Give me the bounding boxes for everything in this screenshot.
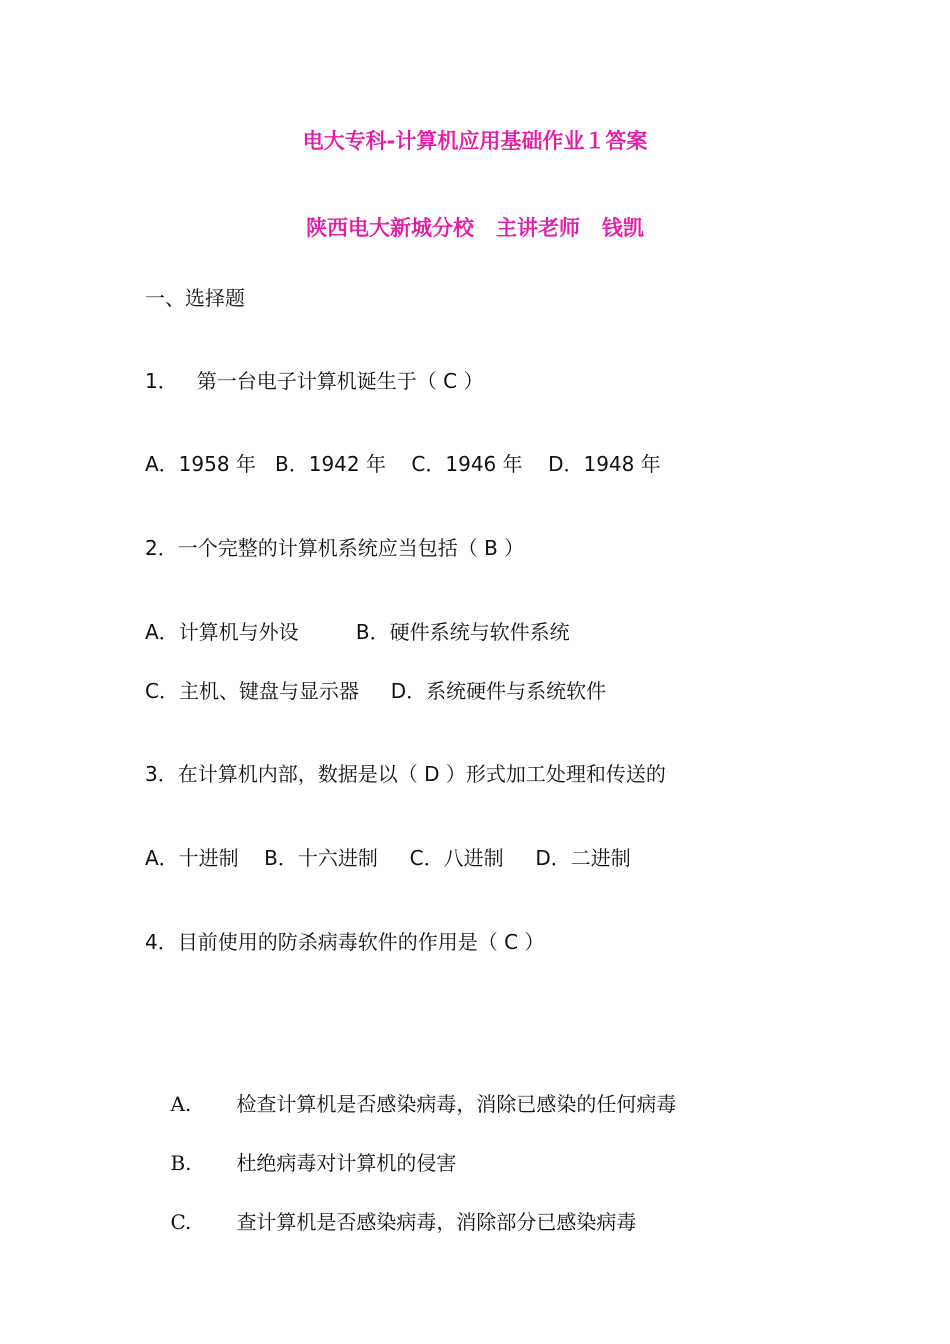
- question-3-stem: 3．在计算机内部，数据是以（ D ）形式加工处理和传送的: [145, 762, 666, 786]
- document-subtitle: 陕西电大新城分校 主讲老师 钱凯: [306, 216, 644, 240]
- option-letter: A.: [170, 1092, 192, 1116]
- option-text: 检查计算机是否感染病毒，消除已感染的任何病毒: [236, 1092, 677, 1116]
- question-1-options: A．1958 年 B．1942 年 C．1946 年 D．1948 年: [145, 452, 661, 476]
- question-4-option-c: [145, 1183, 636, 1261]
- question-2-options-row-1: A．计算机与外设 B．硬件系统与软件系统: [145, 620, 570, 644]
- question-4-stem: 4．目前使用的防杀病毒软件的作用是（ C ）: [145, 930, 545, 954]
- document-title: 电大专科-计算机应用基础作业１答案: [302, 129, 648, 153]
- option-letter: C.: [170, 1210, 192, 1234]
- option-text: 查计算机是否感染病毒，消除部分已感染病毒: [236, 1210, 637, 1234]
- question-1-stem: 1． 第一台电子计算机诞生于（ C ）: [145, 369, 484, 393]
- option-text: 杜绝病毒对计算机的侵害: [236, 1151, 457, 1175]
- question-2-options-row-2: C．主机、键盘与显示器 D．系统硬件与系统软件: [145, 679, 607, 703]
- question-3-options: A．十进制 B．十六进制 C．八进制 D．二进制: [145, 846, 631, 870]
- option-letter: B.: [170, 1151, 192, 1175]
- question-2-stem: 2．一个完整的计算机系统应当包括（ B ）: [145, 536, 525, 560]
- section-heading: 一、选择题: [145, 286, 245, 310]
